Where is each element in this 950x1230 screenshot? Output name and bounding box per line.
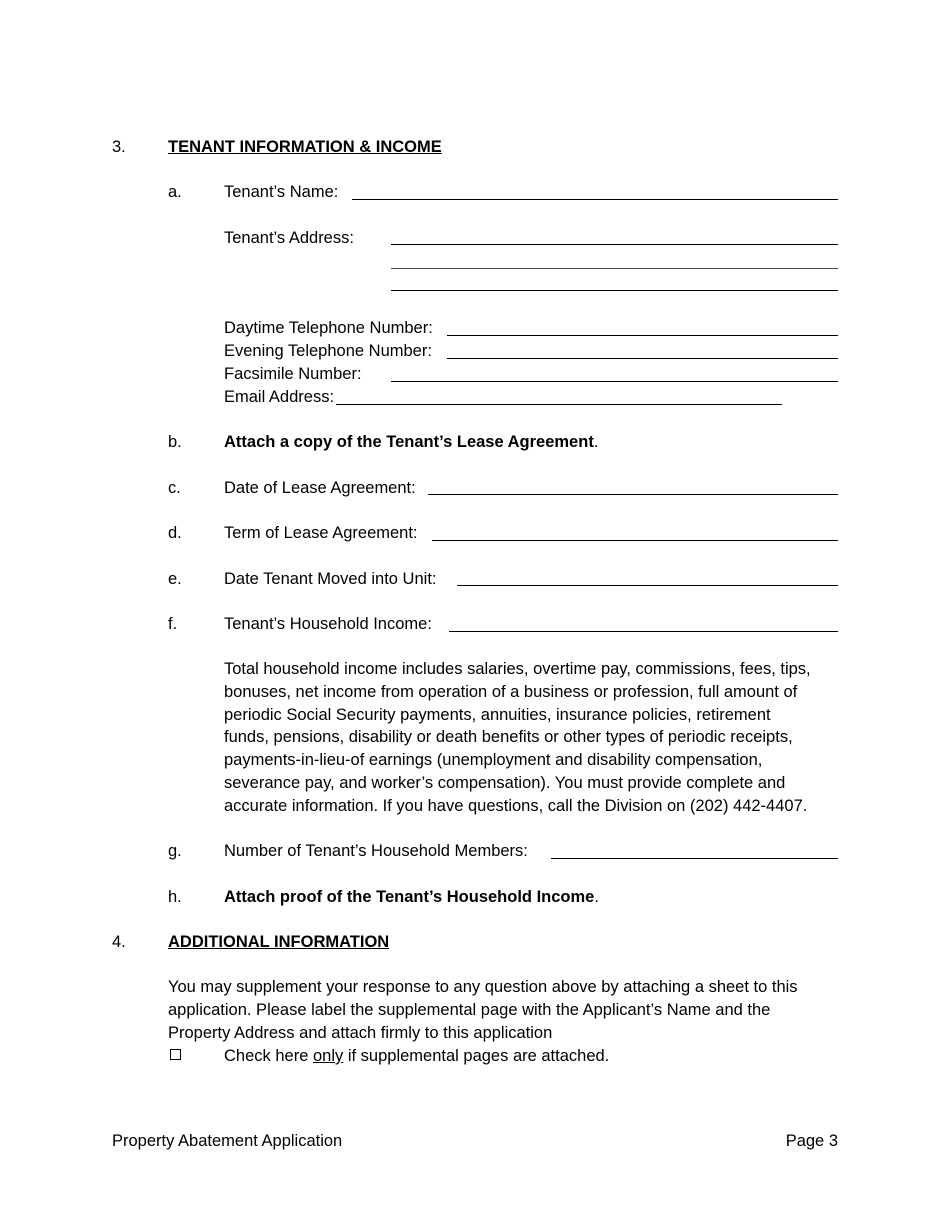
supplemental-pages-checkbox[interactable] [170,1049,181,1060]
lease-term-field[interactable] [432,540,838,541]
checkbox-text-pre: Check here [224,1047,313,1065]
fax-field[interactable] [391,381,838,382]
move-in-date-field[interactable] [457,585,838,586]
paragraph-line: You may supplement your response to any question above by attaching a sheet to this [168,978,798,996]
household-income-field[interactable] [449,631,838,632]
paragraph-line: Property Address and attach firmly to this application [168,1023,553,1042]
description-line: severance pay, and worker’s compensation). You must provide complete and [224,773,786,792]
daytime-phone-label: Daytime Telephone Number: [224,319,433,337]
attach-lease-instruction [224,434,598,451]
attach-income-text: Attach proof of the Tenant’s Household Income [224,888,595,906]
tenant-address-line-2[interactable] [391,268,838,269]
checkbox-text-post: if supplemental pages are attached. [343,1047,610,1065]
household-members-field[interactable] [551,858,838,859]
household-income-description [224,658,844,818]
lease-date-field[interactable] [428,494,838,495]
evening-phone-label: Evening Telephone Number: [224,342,432,360]
household-members-label: Number of Tenant’s Household Members: [224,842,528,860]
description-line: periodic Social Security payments, annuities, insurance policies, retirement [224,705,771,724]
email-label: Email Address: [224,388,335,406]
daytime-phone-field[interactable] [447,335,838,336]
move-in-date-label: Date Tenant Moved into Unit: [224,570,437,588]
tenant-address-line-3[interactable] [391,290,838,291]
additional-info-paragraph [168,976,848,1044]
description-line: payments-in-lieu-of earnings (unemployment and disability compensation, [224,751,763,770]
item-c-letter: c. [168,479,181,497]
item-f-letter: f. [168,615,178,633]
item-g-letter: g. [168,842,182,860]
tenant-address-label: Tenant’s Address: [224,229,354,247]
item-a-letter: a. [168,183,182,201]
supplemental-pages-label [224,1048,609,1065]
tenant-address-line-1[interactable] [391,244,838,245]
paragraph-line: application. Please label the supplemental page with the Applicant’s Name and the [168,1000,771,1019]
household-income-label: Tenant’s Household Income: [224,615,432,633]
section-4-number: 4. [112,933,126,951]
section-3-heading: TENANT INFORMATION & INCOME [168,138,442,156]
evening-phone-field[interactable] [447,358,838,359]
footer-page-number: Page 3 [785,1132,838,1150]
tenant-name-field[interactable] [352,199,838,200]
tenant-name-label: Tenant’s Name: [224,183,339,201]
lease-term-label: Term of Lease Agreement: [224,524,418,542]
description-line: accurate information. If you have questions, call the Division on (202) 442-4407. [224,796,808,815]
section-4-heading: ADDITIONAL INFORMATION [168,933,390,951]
email-field[interactable] [336,404,782,405]
attach-lease-text: Attach a copy of the Tenant’s Lease Agreement [224,433,594,451]
fax-label: Facsimile Number: [224,365,362,383]
checkbox-text-only: only [312,1047,344,1065]
attach-income-period: . [594,888,599,906]
lease-date-label: Date of Lease Agreement: [224,479,416,497]
attach-income-proof-instruction [224,889,599,906]
item-e-letter: e. [168,570,182,588]
description-line: bonuses, net income from operation of a business or profession, full amount of [224,682,798,701]
description-line: Total household income includes salaries, overtime pay, commissions, fees, tips, [224,660,811,678]
section-3-number: 3. [112,138,126,156]
description-line: funds, pensions, disability or death benefits or other types of periodic receipts, [224,728,793,747]
footer-document-title: Property Abatement Application [112,1132,343,1150]
attach-lease-period: . [593,433,599,451]
item-h-letter: h. [168,888,182,906]
item-d-letter: d. [168,524,182,542]
item-b-letter: b. [168,433,182,451]
